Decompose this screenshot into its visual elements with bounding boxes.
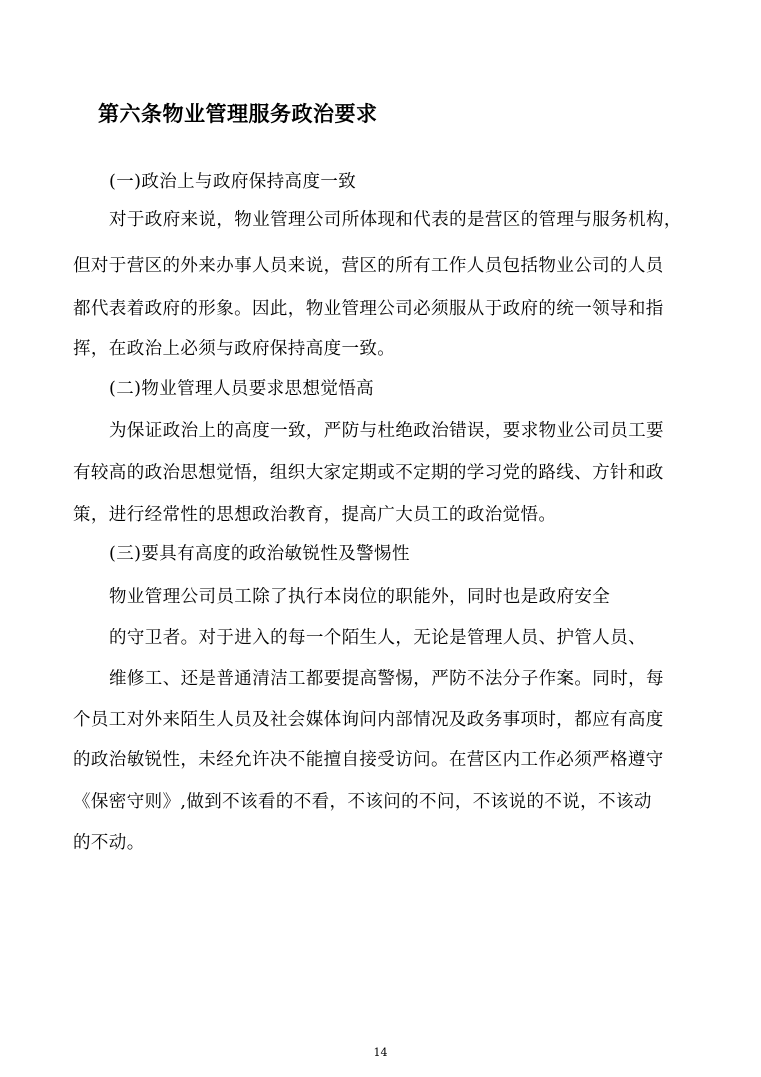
paragraph-line: 都代表着政府的形象。因此，物业管理公司必须服从于政府的统一领导和指 — [73, 299, 664, 319]
paragraph-line: 《保密守则》,做到不该看的不看，不该问的不问，不该说的不说，不该动 — [73, 792, 652, 812]
paragraph-line: 策，进行经常性的思想政治教育，提高广大员工的政治觉悟。 — [73, 505, 557, 525]
paragraph-line: 维修工、还是普通清洁工都要提高警惕，严防不法分子作案。同时，每 — [109, 669, 664, 689]
paragraph-line: 对于政府来说，物业管理公司所体现和代表的是营区的管理与服务机构， — [109, 210, 682, 230]
subheading-2: (二)物业管理人员要求思想觉悟高 — [109, 379, 375, 399]
page-number: 14 — [373, 1046, 388, 1059]
paragraph-line: 的守卫者。对于进入的每一个陌生人，无论是管理人员、护管人员、 — [109, 628, 646, 648]
subheading-1: (一)政治上与政府保持高度一致 — [109, 172, 357, 192]
paragraph-line: 的不动。 — [73, 833, 145, 853]
subheading-3: (三)要具有高度的政治敏锐性及警惕性 — [109, 544, 410, 564]
paragraph-line: 为保证政治上的高度一致，严防与杜绝政治错误，要求物业公司员工要 — [109, 421, 664, 441]
paragraph-line: 的政治敏锐性，未经允许决不能擅自接受访问。在营区内工作必须严格遵守 — [73, 750, 664, 770]
paragraph-line: 但对于营区的外来办事人员来说，营区的所有工作人员包括物业公司的人员 — [73, 256, 664, 276]
section-heading: 第六条物业管理服务政治要求 — [98, 101, 378, 126]
paragraph-line: 物业管理公司员工除了执行本岗位的职能外，同时也是政府安全 — [109, 587, 611, 607]
paragraph-line: 个员工对外来陌生人员及社会媒体询问内部情况及政务事项时，都应有高度 — [73, 710, 664, 730]
paragraph-line: 挥，在政治上必须与政府保持高度一致。 — [73, 339, 396, 359]
paragraph-line: 有较高的政治思想觉悟，组织大家定期或不定期的学习党的路线、方针和政 — [73, 463, 664, 483]
